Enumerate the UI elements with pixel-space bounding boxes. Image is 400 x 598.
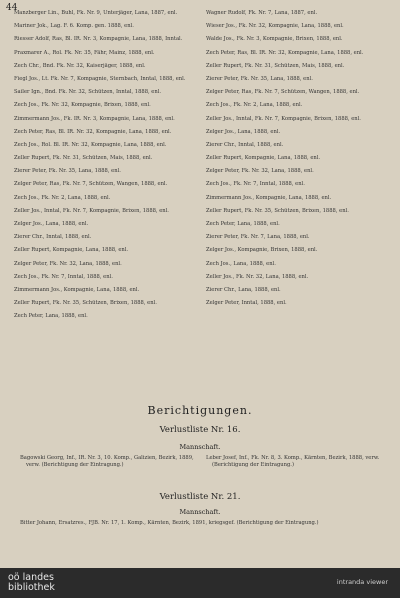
list-item: Zimmermann Jos., Fk. IR. Nr. 3, Kompagnie, Lana, 1888, enl. [14,115,175,122]
list-item: Zech Jos., Fk. Nr. 2, Lana, 1888, enl. [206,102,303,109]
library-logo[interactable] [8,573,55,593]
list21-entry [20,520,380,533]
list-item: Zierer Chr., Inntal, 1888, enl. [206,141,284,148]
list-item: Zeller Jos., Inntal, Fk. Nr. 7, Kompagnie, Brixen, 1888, enl. [14,207,169,214]
list-item: Fiegl Jos., Lt. Fk. Nr. 7, Kompagnie, Sternbach, Inntal, 1888, enl. [14,75,186,82]
logo-line-1: oö landes [8,572,54,583]
list-item: Zech Peter, Lana, 1888, enl. [206,221,280,227]
list-item: Zech Chr., Bnd. Fk. Nr. 32, Kaiserjäger, 1888, enl. [14,62,146,69]
list-item: Zeller Rupert, Kompagnie, Lana, 1888, enl. [206,155,321,162]
right-column [206,10,384,313]
list16-left-entry [20,455,198,475]
list-item: Wieser Jos., Fk. Nr. 32, Kompagnie, Lana, 1888, enl. [206,23,344,30]
list-item: Zeller Rupert, Fk. Nr. 31, Schützen, Mais, 1888, enl. [14,155,153,162]
list-item: Zeller Rupert, Fk. Nr. 35, Schützen, Brixen, 1888, enl. [14,300,157,307]
list-item: Zech Jos., Fk. Nr. 32, Kompagnie, Brixen, 1888, enl. [14,102,151,109]
list-item: Zech Jos., Fk. Nr. 2, Lana, 1888, enl. [14,194,111,201]
list-item: Manzberger Lin., Buhl, Fk. Nr. 9, Unterjäger, Lana, 1887, enl. [14,10,178,16]
list-item: Zelger Peter, Fk. Nr. 32, Lana, 1888, enl. [206,168,314,175]
list-item: Zeller Jos., Inntal, Fk. Nr. 7, Kompagnie, Brixen, 1888, enl. [206,115,361,122]
list-item: Zierer Chr., Lana, 1888, enl. [206,286,281,293]
list-item: Praxmarer A., Rol. Fk. Nr. 35, Fähr, Mainz, 1888, enl. [14,49,155,56]
list-item: Zech Peter, Ras, Bl. IR. Nr. 32, Kompagnie, Lana, 1888, enl. [14,128,172,135]
list-item: Leber Josef, Inf., Fk. Nr. 8, 3. Komp., Kärnten, Bezirk, 1888, verw. (Berichtigung der Eintragung.) [206,455,380,468]
list-item: Zelger Peter, Fk. Nr. 32, Lana, 1888, enl. [14,260,122,267]
list-item: Zeller Rupert, Kompagnie, Lana, 1888, enl. [14,247,129,254]
list-item: Sailer Ign., Bnd. Fk. Nr. 32, Schützen, Inntal, 1888, enl. [14,89,162,96]
list-item: Zimmermann Jos., Kompagnie, Lana, 1888, enl. [206,194,332,201]
list-item: Zierer Chr., Inntal, 1888, enl. [14,234,92,241]
logo-line-2: bibliothek [8,582,55,593]
list-item: Zelger Peter, Ras, Fk. Nr. 7, Schützen, Wangen, 1888, enl. [206,89,360,96]
list-item: Zech Jos., Lana, 1888, enl. [206,260,276,267]
page-number: 44 [6,3,18,13]
viewer-label: intranda viewer [336,578,388,586]
list-item: Walde Jos., Fk. Nr. 3, Kompagnie, Brixen, 1888, enl. [206,36,343,43]
list-item: Zelger Jos., Lana, 1888, enl. [206,128,281,135]
list-item: Mariner Jok., Lag. F. 6. Komp. gen. 1888, enl. [14,23,134,30]
left-column [14,10,192,327]
list-item: Zierer Peter, Fk. Nr. 35, Lana, 1888, enl. [206,75,313,82]
list-item: Zeller Jos., Fk. Nr. 32, Lana, 1888, enl. [206,273,309,280]
heading-verlustliste-21: Verlustliste Nr. 21. [159,492,241,502]
list-item: Bagowski Georg, Inf., IR. Nr. 3, 10. Komp., Galizien, Bezirk, 1889, verw. (Berichtigung der Eintragung.) [20,455,194,468]
list-item: Zech Peter, Ras, Bl. IR. Nr. 32, Kompagnie, Lana, 1888, enl. [206,49,364,56]
heading-mannschaft-1: Mannschaft. [179,443,221,451]
list-item: Zech Peter, Lana, 1888, enl. [14,313,88,320]
list-item: Zierer Peter, Fk. Nr. 35, Lana, 1888, enl. [14,168,121,175]
list-item: Zech Jos., Fk. Nr. 7, Inntal, 1888, enl. [206,181,305,188]
list-item: Zelger Peter, Ras, Fk. Nr. 7, Schützen, Wangen, 1888, enl. [14,181,168,188]
list-item: Zelger Peter, Inntal, 1888, enl. [206,300,287,307]
list-item: Zeller Rupert, Fk. Nr. 31, Schützen, Mais, 1888, enl. [206,62,345,69]
list-item: Zech Jos., Fk. Nr. 7, Inntal, 1888, enl. [14,273,113,280]
heading-verlustliste-16: Verlustliste Nr. 16. [159,425,241,435]
list-item: Zeller Rupert, Fk. Nr. 35, Schützen, Brixen, 1888, enl. [206,207,349,214]
list-item: Zierer Peter, Fk. Nr. 7, Lana, 1888, enl. [206,234,310,241]
list-item: Riesser Adolf, Ras, Bl. IR. Nr. 3, Kompagnie, Lana, 1888, Inntal. [14,36,183,43]
list16-right-entry [206,455,384,475]
list-item: Wagner Rudolf, Fk. Nr. 7, Lana, 1887, enl. [206,10,318,16]
list-item: Zech Jos., Rol. Bl. IR. Nr. 32, Kompagnie, Lana, 1888, enl. [14,141,167,148]
list-item: Zelger Jos., Lana, 1888, enl. [14,221,89,227]
list-item: Bitter Johann, Ersatzres., FJB. Nr. 17, 1. Komp., Kärnten, Bezirk, 1891, kriegsgef. (Berichtigung der Eintragung.) [20,520,319,526]
heading-mannschaft-2: Mannschaft. [179,508,221,516]
list-item: Zelger Jos., Kompagnie, Brixen, 1888, enl. [206,247,318,254]
heading-berichtigungen: Berichtigungen. [147,404,253,417]
viewer-footer [0,568,400,598]
list-item: Zimmermann Jos., Kompagnie, Lana, 1888, enl. [14,286,140,293]
